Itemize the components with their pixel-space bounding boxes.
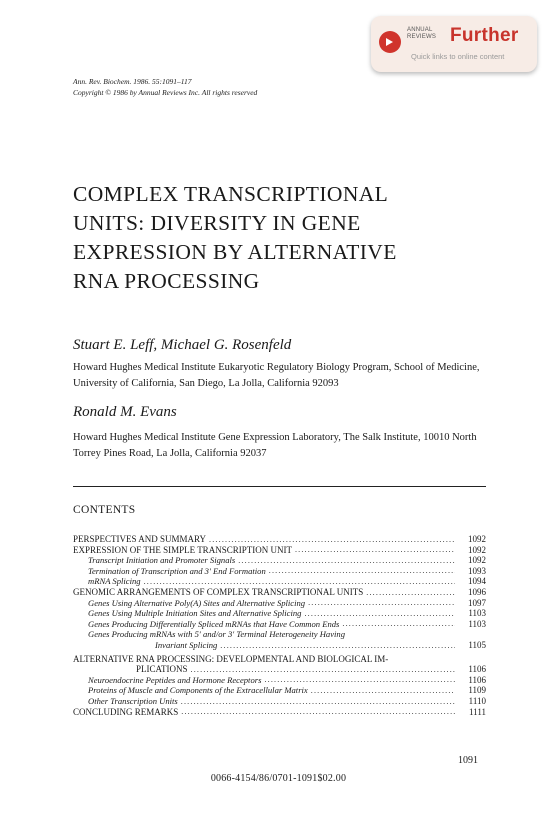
toc-page: 1103: [468, 608, 486, 619]
authors-secondary: Ronald M. Evans: [73, 404, 177, 420]
toc-leader: [209, 535, 455, 544]
toc-leader: [311, 686, 455, 695]
toc-label: ALTERNATIVE RNA PROCESSING: DEVELOPMENTAL AND BIOLOGICAL IM-: [73, 653, 389, 664]
journal-citation-block: [73, 76, 257, 98]
toc-leader: [269, 566, 455, 575]
toc-subentry[interactable]: [73, 629, 486, 640]
toc-page: 1092: [468, 555, 486, 566]
toc-page: 1097: [468, 597, 486, 608]
toc-entry[interactable]: [73, 587, 486, 598]
toc-leader: [144, 577, 455, 586]
badge-publisher: ANNUAL REVIEWS: [407, 27, 437, 40]
page-number: 1091: [458, 755, 478, 766]
toc-label: mRNA Splicing: [88, 576, 141, 587]
toc-subentry[interactable]: [73, 685, 486, 696]
journal-citation: Ann. Rev. Biochem. 1986. 55:1091–117: [73, 77, 192, 86]
toc-leader: [366, 588, 455, 597]
toc-label: Termination of Transcription and 3′ End Formation: [88, 565, 266, 576]
toc-label: Neuroendocrine Peptides and Hormone Receptors: [88, 674, 262, 685]
toc-label: PLICATIONS: [136, 664, 188, 675]
toc-leader: [181, 697, 455, 706]
toc-entry[interactable]: [73, 707, 486, 718]
toc-entry[interactable]: [73, 654, 486, 665]
toc-leader: [220, 641, 455, 650]
toc-subentry[interactable]: [73, 555, 486, 566]
toc-leader: [342, 619, 455, 628]
toc-page: 1111: [469, 706, 486, 717]
toc-leader: [191, 665, 455, 674]
title-line: UNITS: DIVERSITY IN GENE: [73, 211, 361, 235]
toc-label: Invariant Splicing: [155, 639, 218, 650]
toc-subentry[interactable]: [73, 598, 486, 609]
toc-leader: [264, 675, 455, 684]
badge-tagline: Quick links to online content: [411, 52, 505, 61]
toc-label: Other Transcription Units: [88, 695, 178, 706]
toc-page: 1110: [468, 695, 486, 706]
toc-subentry[interactable]: [73, 566, 486, 577]
toc-page: 1105: [468, 639, 486, 650]
table-of-contents: [73, 534, 486, 717]
article-title: [73, 180, 493, 296]
affiliation-secondary: Howard Hughes Medical Institute Gene Expression Laboratory, The Salk Institute, 10010 North Torrey Pines Road, La Jolla, California 92037: [73, 432, 477, 459]
toc-subentry[interactable]: [73, 619, 486, 630]
toc-entry[interactable]: [73, 545, 486, 556]
toc-subentry[interactable]: [73, 608, 486, 619]
toc-page: 1092: [468, 544, 486, 555]
toc-label: Genes Using Alternative Poly(A) Sites and Alternative Splicing: [88, 597, 306, 608]
toc-subentry-continued[interactable]: [73, 640, 486, 651]
toc-page: 1096: [468, 586, 486, 597]
toc-page: 1092: [468, 534, 486, 544]
toc-page: 1106: [468, 664, 486, 675]
toc-entry[interactable]: [73, 534, 486, 545]
toc-label: Transcript Initiation and Promoter Signals: [88, 555, 236, 566]
contents-heading: CONTENTS: [73, 504, 136, 516]
toc-label: CONCLUDING REMARKS: [73, 706, 179, 717]
toc-page: 1103: [468, 618, 486, 629]
toc-label: Proteins of Muscle and Components of the Extracellular Matrix: [88, 685, 308, 696]
toc-page: 1094: [468, 576, 486, 587]
title-line: COMPLEX TRANSCRIPTIONAL: [73, 182, 389, 206]
copyright-line: Copyright © 1986 by Annual Reviews Inc. All rights reserved: [73, 88, 258, 97]
authors-primary: Stuart E. Leff, Michael G. Rosenfeld: [73, 337, 292, 353]
badge-brand: Further: [450, 25, 519, 46]
divider: [73, 486, 486, 487]
toc-label: EXPRESSION OF THE SIMPLE TRANSCRIPTION UNIT: [73, 544, 292, 555]
toc-page: 1093: [468, 565, 486, 576]
footer-code: 0066-4154/86/0701-1091$02.00: [210, 773, 347, 784]
affiliation-primary: Howard Hughes Medical Institute Eukaryotic Regulatory Biology Program, School of Medicine, University of California, San Diego, La Jolla, California 92093: [73, 362, 480, 389]
toc-label: Genes Producing mRNAs with 5′ and/or 3′ Terminal Heterogeneity Having: [88, 629, 346, 640]
title-line: EXPRESSION BY ALTERNATIVE: [73, 240, 397, 264]
toc-leader: [304, 609, 455, 618]
toc-entry-continued[interactable]: [73, 664, 486, 675]
toc-leader: [295, 545, 455, 554]
toc-label: Genes Producing Differentially Spliced mRNAs that Have Common Ends: [88, 618, 340, 629]
toc-leader: [238, 556, 455, 565]
further-badge[interactable]: [371, 16, 537, 72]
toc-subentry[interactable]: [73, 675, 486, 686]
title-line: RNA PROCESSING: [73, 269, 260, 293]
toc-label: PERSPECTIVES AND SUMMARY: [73, 534, 207, 544]
toc-leader: [308, 598, 455, 607]
toc-label: GENOMIC ARRANGEMENTS OF COMPLEX TRANSCRIPTIONAL UNITS: [73, 586, 364, 597]
toc-subentry[interactable]: [73, 696, 486, 707]
toc-page: 1106: [468, 674, 486, 685]
toc-page: 1109: [468, 685, 486, 696]
toc-label: Genes Using Multiple Initiation Sites and Alternative Splicing: [88, 608, 302, 619]
toc-subentry[interactable]: [73, 576, 486, 587]
toc-leader: [181, 707, 455, 716]
arrow-icon: [379, 31, 401, 53]
